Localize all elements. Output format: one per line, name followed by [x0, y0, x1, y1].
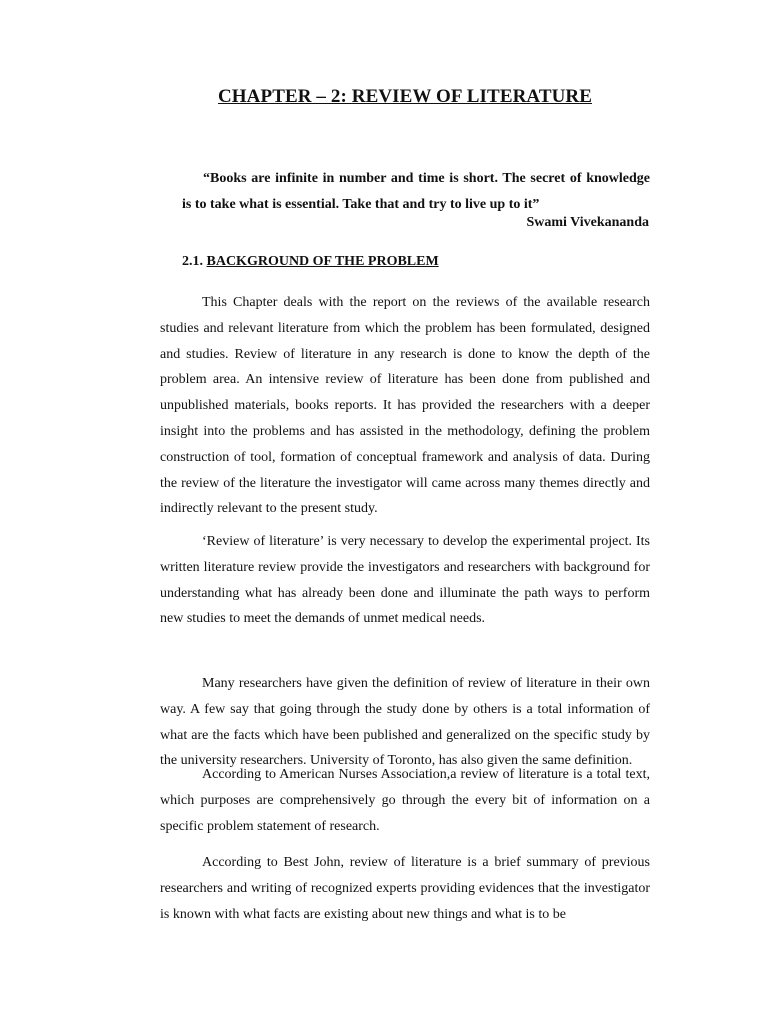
body-paragraph-4 [160, 762, 650, 839]
paragraph-text: According to American Nurses Association,a review of literature is a total text, which purposes are comprehensively go through the every bit of information on a specific problem statement of research. [160, 767, 650, 834]
section-heading [182, 254, 439, 270]
body-paragraph-3 [160, 671, 650, 774]
body-paragraph-1 [160, 290, 650, 522]
paragraph-text: According to Best John, review of literature is a brief summary of previous researchers and writing of recognized experts providing evidences that the investigator is known with what facts are existing about new things and what is to be [160, 855, 650, 922]
body-paragraph-5 [160, 850, 650, 927]
paragraph-text: Many researchers have given the definition of review of literature in their own way. A few say that going through the study done by others is a total information of what are the facts which have been published and generalized on the specific study by the university researchers. University of Toronto, has also given the same definition. [160, 676, 650, 769]
section-number: 2.1. [182, 254, 203, 269]
body-paragraph-2 [160, 529, 650, 632]
paragraph-text: This Chapter deals with the report on the reviews of the available research studies and relevant literature from which the problem has been formulated, designed and studies. Review of literature in any research is done to know the depth of the problem area. An intensive review of literature has been done from published and unpublished materials, books reports. It has provided the researchers with a deeper insight into the problems and has assisted in the methodology, defining the problem construction of tool, formation of conceptual framework and analysis of data. During the review of the literature the investigator will came across many themes directly and indirectly relevant to the present study. [160, 295, 650, 517]
epigraph-quote-line-2: is to take what is essential. Take that and try to live up to it” [182, 197, 540, 212]
section-title: BACKGROUND OF THE PROBLEM [206, 254, 439, 269]
epigraph-quote-line-1: “Books are infinite in number and time is short. The secret of knowledge [203, 171, 650, 186]
paragraph-text: ‘Review of literature’ is very necessary to develop the experimental project. Its written literature review provide the investigators and researchers with background for understanding what has already been done and illuminate the path ways to perform new studies to meet the demands of unmet medical needs. [160, 534, 650, 627]
epigraph-author: Swami Vivekananda [526, 215, 649, 230]
chapter-title: CHAPTER – 2: REVIEW OF LITERATURE [217, 86, 593, 107]
epigraph-quote [182, 166, 650, 218]
